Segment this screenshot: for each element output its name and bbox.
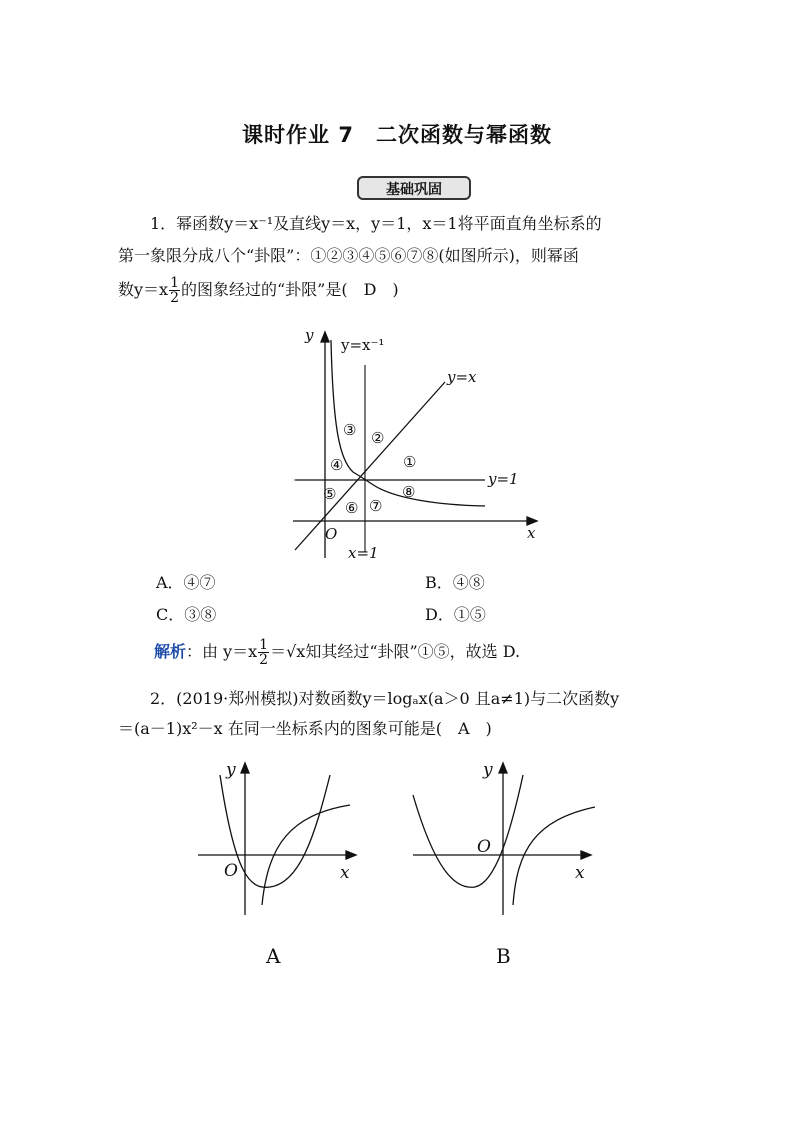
- line-yx: [295, 382, 445, 550]
- region-6: ⑥: [345, 499, 359, 517]
- section-badge: 基础巩固: [357, 176, 471, 200]
- label-line: y=x: [447, 368, 477, 386]
- q1-line2: 第一象限分成八个“卦限”：①②③④⑤⑥⑦⑧(如图所示)，则幂函: [118, 246, 579, 265]
- solution-label: 解析: [154, 642, 187, 661]
- frac-numerator: 1: [170, 275, 179, 291]
- region-4: ④: [330, 456, 344, 474]
- label-curve: y=x⁻¹: [341, 336, 385, 354]
- label-hline: y=1: [488, 470, 519, 488]
- graph-b-origin: O: [477, 837, 491, 857]
- solution-frac-denominator: 2: [259, 652, 269, 668]
- graph-a-y-label: y: [226, 760, 236, 780]
- option-d: D．①⑤: [425, 605, 486, 624]
- graph-b-y-label: y: [483, 760, 493, 780]
- q1-line1: 1．幂函数y＝x⁻¹及直线y＝x，y＝1，x＝1将平面直角坐标系的: [150, 214, 602, 233]
- region-8: ⑧: [402, 483, 416, 501]
- q1-solution: [154, 638, 520, 667]
- graph-a-caption: A: [266, 944, 281, 968]
- q2-line2: ＝(a－1)x²－x 在同一坐标系内的图象可能是( A ): [118, 719, 492, 738]
- label-y: y: [305, 326, 314, 344]
- q2-line1: 2．(2019·郑州模拟)对数函数y＝logₐx(a＞0 且a≠1)与二次函数y: [150, 689, 620, 708]
- graph-b-caption: B: [496, 944, 511, 968]
- option-a: A．④⑦: [156, 573, 216, 592]
- region-1: ①: [403, 453, 417, 471]
- y-axis-arrow: [321, 332, 329, 342]
- solution-mid: ＝√x知其经过“卦限”①⑤，故选 D.: [270, 642, 521, 661]
- solution-frac-numerator: 1: [259, 637, 269, 653]
- graph-b-parabola: [413, 775, 523, 887]
- page-title: 课时作业 7 二次函数与幂函数: [242, 123, 552, 147]
- solution-exponent-fraction: [258, 638, 269, 667]
- graph-a-x-label: x: [340, 863, 350, 883]
- q1-figure: [285, 320, 545, 565]
- graph-a: [190, 755, 370, 925]
- solution-pre: ：由 y＝x: [186, 642, 258, 661]
- option-b: B．④⑧: [425, 573, 485, 592]
- region-3: ③: [343, 421, 357, 439]
- q1-line3-pre: 数y＝x: [118, 280, 169, 299]
- q1-line3: [118, 276, 399, 305]
- region-5: ⑤: [323, 485, 337, 503]
- region-2: ②: [371, 429, 385, 447]
- q1-exponent-fraction: [169, 276, 180, 305]
- region-7: ⑦: [369, 497, 383, 515]
- label-origin: O: [325, 525, 338, 543]
- label-x: x: [527, 524, 536, 542]
- q1-line3-post: 的图象经过的“卦限”是( D ): [181, 280, 399, 299]
- label-vline: x=1: [348, 544, 379, 562]
- graph-a-origin: O: [224, 861, 238, 881]
- graph-b-x-label: x: [575, 863, 585, 883]
- graph-b: [405, 755, 605, 925]
- option-c: C．③⑧: [156, 605, 217, 624]
- frac-denominator: 2: [170, 290, 179, 306]
